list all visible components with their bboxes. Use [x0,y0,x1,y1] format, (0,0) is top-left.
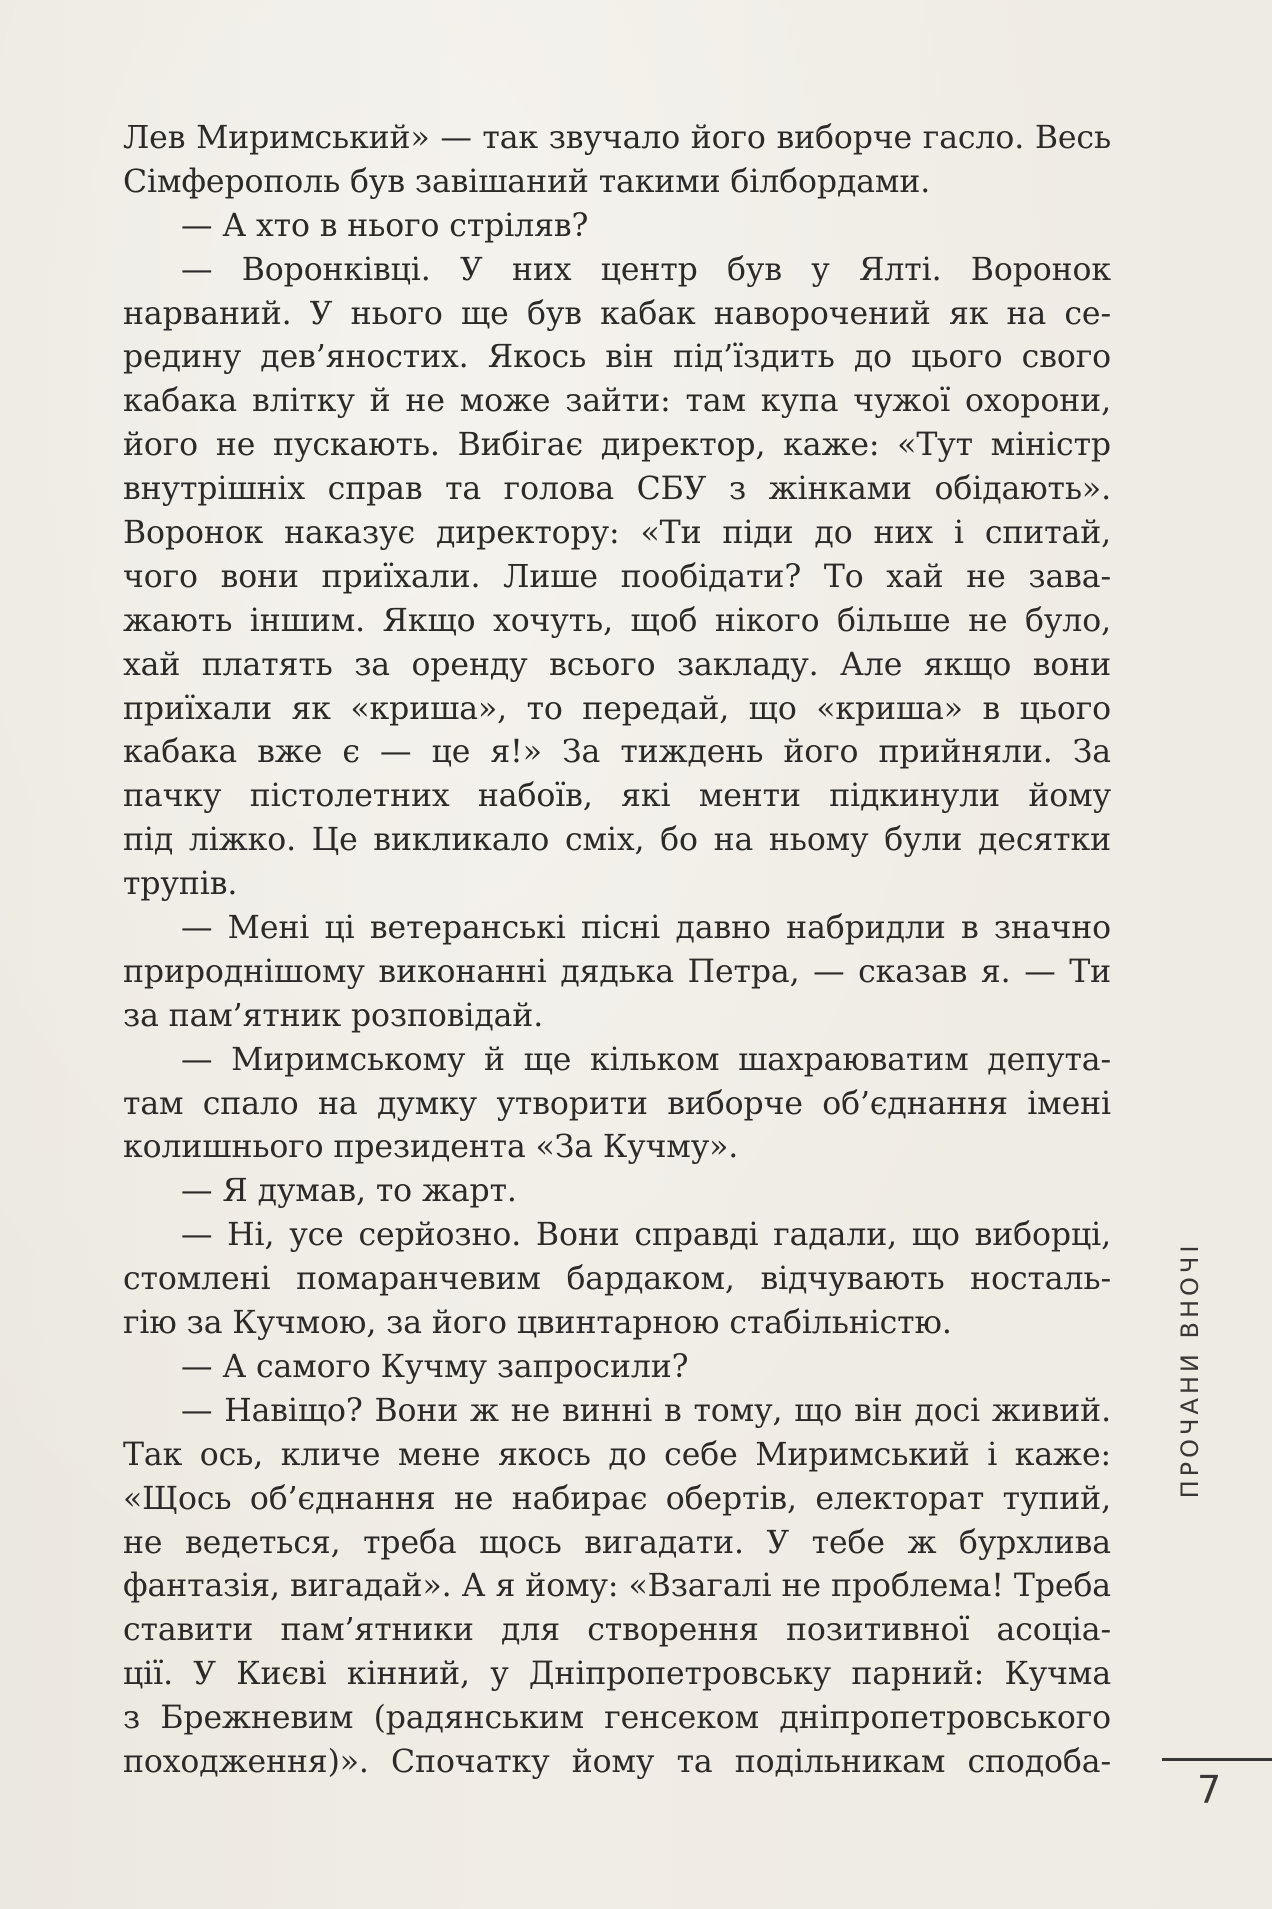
text-line: там спало на думку утворити виборче об’єднання імені [123,1085,1111,1122]
text-line: — А самого Кучму запросили? [181,1348,689,1385]
text-line: пачку пістолетних набоїв, які менти підкинули йому [123,778,1111,815]
text-line: жають іншим. Якщо хочуть, щоб нікого більше не було, [123,602,1111,639]
text-line: з Брежневим (радянським генсеком дніпропетровського [123,1700,1111,1737]
text-line: — Ні, усе серйозно. Вони справді гадали, що виборці, [181,1217,1111,1254]
text-line: — Я думав, то жарт. [181,1173,517,1210]
text-line: — Миримському й ще кільком шахраюватим депута- [181,1041,1111,1078]
text-line: ції. У Києві кінний, у Дніпропетровську парний: Кучма [123,1656,1111,1693]
text-line: чого вони приїхали. Лише пообідати? То хай не зава- [123,558,1111,595]
text-line: Сімферополь був завішаний такими білбордами. [123,163,931,200]
text-line: колишнього президента «За Кучму». [123,1129,739,1166]
page-rule [1162,1758,1272,1761]
page-number: 7 [1197,1768,1222,1812]
text-line: — Воронківці. У них центр був у Ялті. Воронок [181,251,1111,288]
text-line: стомлені помаранчевим бардаком, відчувають носталь- [123,1261,1111,1298]
text-line: фантазія, вигадай». А я йому: «Взагалі не проблема! Треба [123,1568,1111,1605]
text-line: природнішому виконанні дядька Петра, — сказав я. — Ти [123,953,1111,990]
running-title: ПРОЧАНИ ВНОЧІ [1176,1241,1204,1499]
text-line: Воронок наказує директору: «Ти піди до них і спитай, [123,515,1111,552]
text-line: гію за Кучмою, за його цвинтарною стабільністю. [123,1305,952,1342]
text-line: редину дев’яностих. Якось він під’їздить до цього свого [123,339,1111,376]
text-line: кабака вже є — це я!» За тиждень його прийняли. За [123,734,1111,771]
text-line: — Навіщо? Вони ж не винні в тому, що він досі живий. [181,1392,1111,1429]
text-line: — Мені ці ветеранські пісні давно набридли в значно [181,910,1111,947]
text-line: за пам’ятник розповідай. [123,997,544,1034]
text-line: — А хто в нього стріляв? [181,207,589,244]
text-line: «Щось об’єднання не набирає обертів, електорат тупий, [123,1480,1111,1517]
text-line: внутрішніх справ та голова СБУ з жінками обідають». [123,471,1111,508]
text-line: походження)». Спочатку йому та подільникам сподоба- [123,1743,1111,1780]
text-line: Лев Миримський» — так звучало його виборче гасло. Весь [123,120,1111,156]
body-text [123,117,1111,1785]
text-line: трупів. [123,866,238,903]
text-line: хай платять за оренду всього закладу. Але якщо вони [123,646,1111,683]
text-line: кабака влітку й не може зайти: там купа чужої охорони, [123,383,1111,420]
text-line: його не пускають. Вибігає директор, каже: «Тут міністр [123,427,1111,464]
text-line: ставити пам’ятники для створення позитивної асоціа- [123,1612,1111,1649]
text-line: нарваний. У нього ще був кабак наворочений як на се- [123,295,1111,332]
text-line: Так ось, кличе мене якось до себе Миримський і каже: [123,1436,1111,1473]
text-line: під ліжко. Це викликало сміх, бо на ньому були десятки [123,822,1111,859]
text-line: не ведеться, треба щось вигадати. У тебе ж бурхлива [123,1524,1111,1561]
text-line: приїхали як «криша», то передай, що «криша» в цього [123,690,1111,727]
